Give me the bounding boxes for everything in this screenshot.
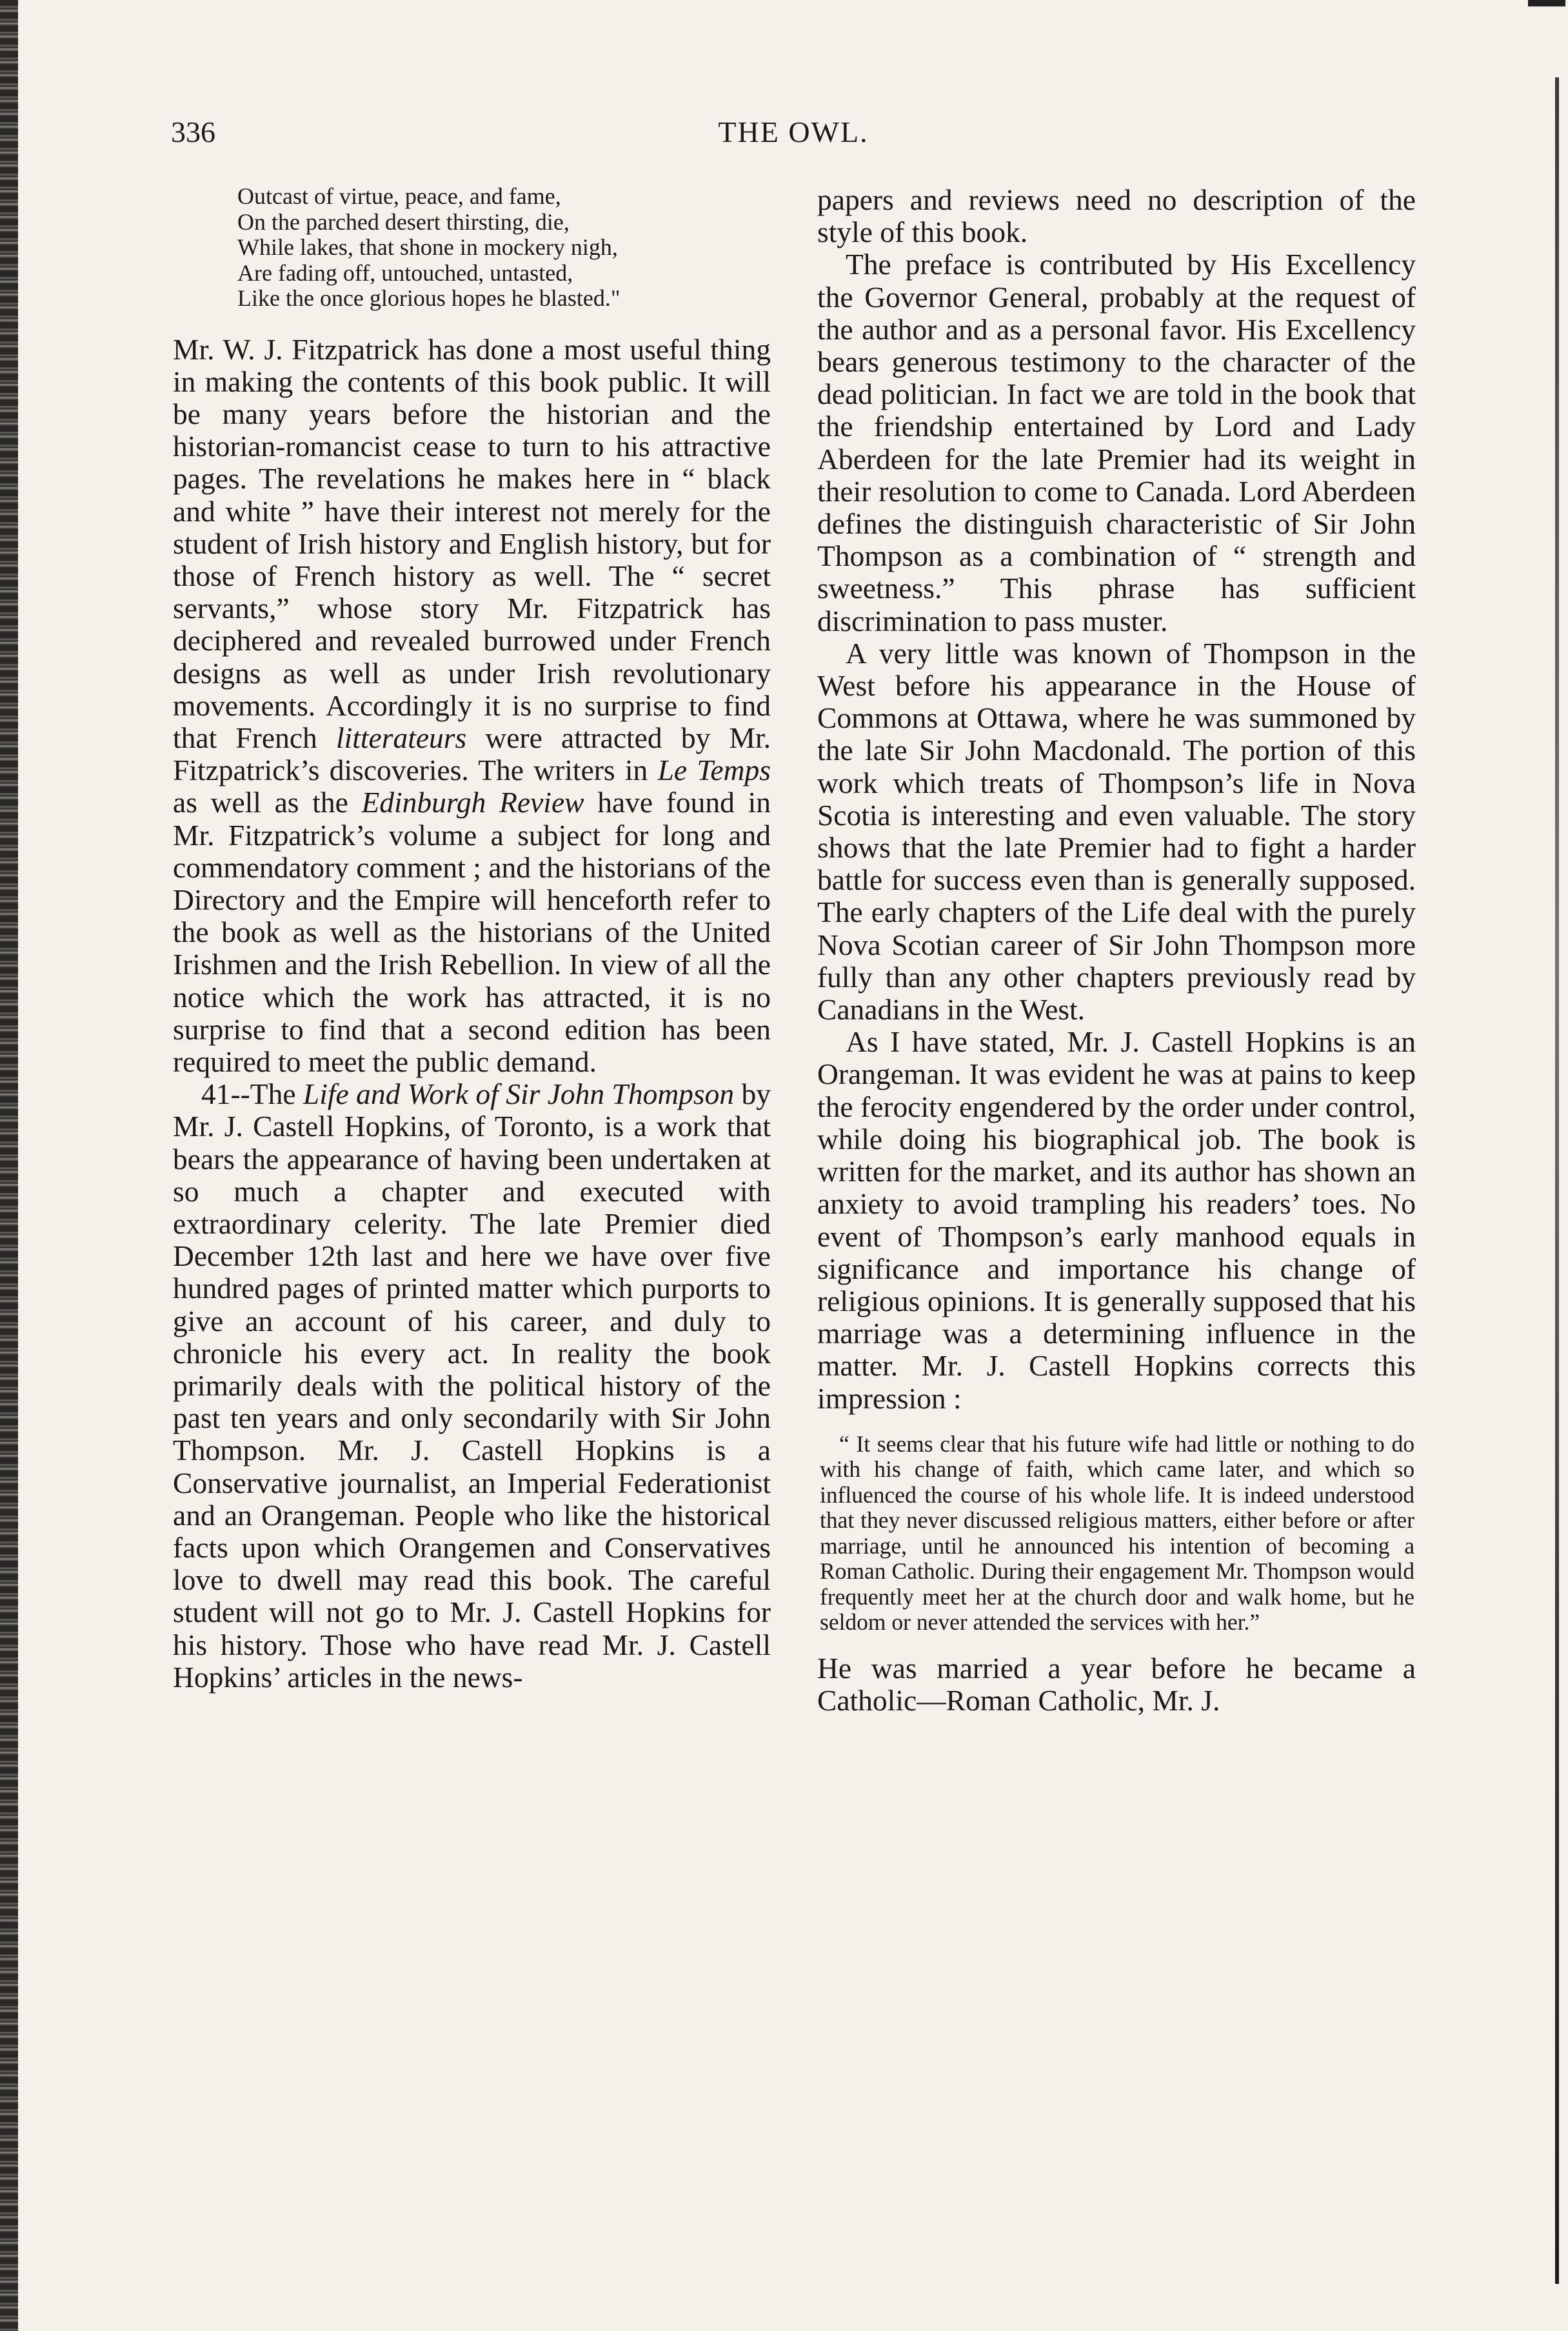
italic-title: litterateurs [335, 721, 467, 754]
paragraph-orangeman: As I have stated, Mr. J. Castell Hopkins is an Orangeman. It was evident he was at pains to keep the ferocity engendered by the order under control, while doing his biographical job. The book is written for the market, and its author has shown an anxiety to avoid trampling his readers’ toes. No event of Thompson’s early manhood equals in significance and importance his change of religious opinions. It is generally supposed that his marriage was a determining influence in the matter. Mr. J. Castell Hopkins corrects this impression : [817, 1025, 1416, 1415]
verse-line: Outcast of virtue, peace, and fame, [237, 183, 561, 209]
italic-title: Life and Work of Sir John Thompson [303, 1077, 735, 1111]
scan-edge-mark [1528, 0, 1565, 6]
paragraph-fitzpatrick: Mr. W. J. Fitzpatrick has done a most useful thing in making the contents of this book public. It will be many years before the historian and the historian-romancist cease to turn to his attractive pages. The revelations he makes here in “ black and white ” have their interest not merely for the student of Irish history and English history, but for those of French history as well. The “ secret servants,” whose story Mr. Fitzpatrick has deciphered and revealed burrowed under French designs as well as under Irish revolutionary movements. Accordingly it is no surprise to find that French litterateurs were attracted by Mr. Fitzpatrick’s discoveries. The writers in Le Temps as well as the Edinburgh Review have found in Mr. Fitzpatrick’s volume a subject for long and commendatory comment ; and the historians of the Directory and the Empire will henceforth refer to the book as well as the historians of the United Irishmen and the Irish Rebellion. In view of all the notice which the work has attracted, it is no surprise to find that a second edition has been required to meet the public demand. [173, 332, 771, 1078]
verse-line: While lakes, that shone in mockery nigh, [237, 234, 618, 260]
paragraph-preface: The preface is contributed by His Excellency the Governor General, probably at the request of the author and as a personal favor. His Excellency bears generous testimony to the character of the dead politician. In fact we are told in the book that the friendship entertained by Lord and Lady Aberdeen for the late Premier had its weight in their resolution to come to Canada. Lord Aberdeen defines the distinguish characteristic of Sir John Thompson as a combination of “ strength and sweetness.” This phrase has sufficient discrimination to pass muster. [817, 248, 1416, 637]
running-title: THE OWL. [718, 115, 869, 148]
quotation-text: “ It seems clear that his future wife had little or nothing to do with his change of faith, which came later, and which so influenced the course of his whole life. It is indeed understood that they never discussed religious matters, either before or after marriage, until he announced his intention of becoming a Roman Catholic. During their engagement Mr. Thompson would frequently meet her at the church door and walk home, but he seldom or never attended the services with her.” [820, 1430, 1414, 1636]
scanned-page-edge [1555, 77, 1559, 2284]
block-quotation [820, 1432, 1414, 1636]
italic-title: Le Temps [657, 754, 771, 787]
italic-title: Edinburgh Review [361, 786, 584, 819]
verse-line: Are fading off, untouched, untasted, [237, 259, 573, 286]
paragraph-marriage: He was married a year before he became a Catholic—Roman Catholic, Mr. J. [817, 1651, 1416, 1717]
verse-line: Like the once glorious hopes he blasted." [237, 285, 620, 311]
verse-line: On the parched desert thirsting, die, [237, 208, 570, 235]
scanned-binding-edge [0, 0, 18, 2331]
page-number: 336 [171, 115, 215, 148]
left-column [173, 184, 771, 1694]
right-column [817, 184, 1416, 1717]
paragraph-nova-scotia: A very little was known of Thompson in the West before his appearance in the House of Commons at Ottawa, where he was summoned by the late Sir John Macdonald. The portion of this work which treats of Thompson’s life in Nova Scotia is interesting and even valuable. The story shows that the late Premier had to fight a harder battle for success even than is generally supposed. The early chapters of the Life deal with the purely Nova Scotian career of Sir John Thompson more fully than any other chapters previously read by Canadians in the West. [817, 636, 1416, 1026]
page-header [171, 115, 1416, 160]
paragraph-continuation: papers and reviews need no description of the style of this book. [817, 183, 1416, 249]
verse-quotation [237, 184, 771, 312]
paragraph-thompson-review: 41--The Life and Work of Sir John Thompson by Mr. J. Castell Hopkins, of Toronto, is a work that bears the appearance of having been undertaken at so much a chapter and executed with extraordinary celerity. The late Premier died December 12th last and here we have over five hundred pages of printed matter which purports to give an account of his career, and duly to chronicle his every act. In reality the book primarily deals with the political history of the past ten years and only secondarily with Sir John Thompson. Mr. J. Castell Hopkins is a Conservative journalist, an Imperial Federationist and an Orangeman. People who like the historical facts upon which Orangemen and Conservatives love to dwell may read this book. The careful student will not go to Mr. J. Castell Hopkins for his history. Those who have read Mr. J. Castell Hopkins’ articles in the news- [173, 1077, 771, 1694]
